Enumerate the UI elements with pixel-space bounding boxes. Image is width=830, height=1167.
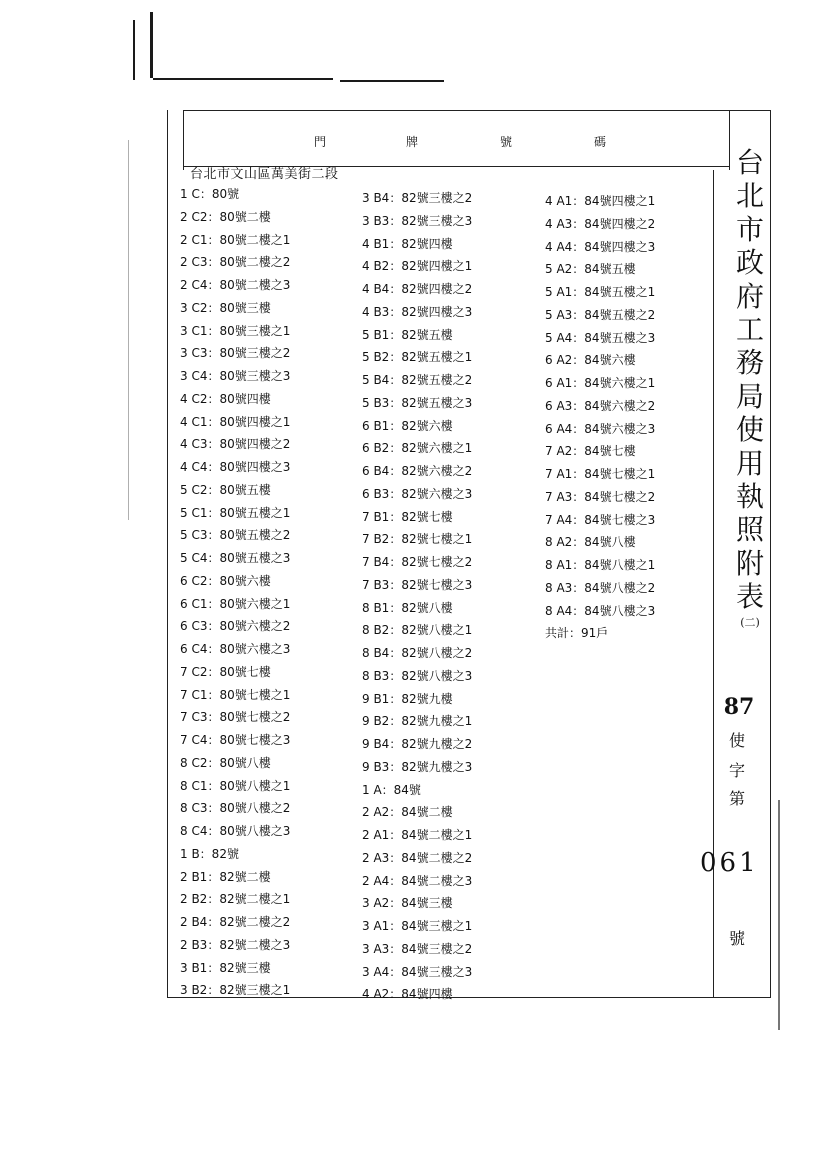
address-entry: 4 A3：84號四樓之2 xyxy=(545,216,656,231)
address-entry: 9 B3：82號九樓之3 xyxy=(362,759,473,774)
scan-artifact xyxy=(128,140,129,520)
scan-artifact xyxy=(150,12,153,78)
address-entry: 7 A2：84號七樓 xyxy=(545,444,636,459)
address-entry: 4 C4：80號四樓之3 xyxy=(180,460,291,474)
address-entry: 6 C1：80號六樓之1 xyxy=(180,596,291,611)
address-entry: 7 A1：84號七樓之1 xyxy=(545,467,656,481)
permit-year: 87 xyxy=(723,694,755,720)
address-entry: 8 C1：80號八樓之1 xyxy=(180,778,291,793)
scan-artifact xyxy=(778,800,780,1030)
address-entry: 8 B2：82號八樓之1 xyxy=(362,623,473,638)
address-entry: 5 A2：84號五樓 xyxy=(545,262,636,277)
address-entry: 7 C3：80號七樓之2 xyxy=(180,710,291,725)
address-entry: 7 C4：80號七樓之3 xyxy=(180,733,291,747)
address-entry: 3 A4：84號三樓之3 xyxy=(362,964,473,979)
address-entry: 3 C4：80號三樓之3 xyxy=(180,369,291,383)
address-entry: 2 A2：84號二樓 xyxy=(362,805,453,820)
permit-number: 061 xyxy=(700,848,759,878)
address-entry: 6 B2：82號六樓之1 xyxy=(362,441,473,456)
address-entry: 7 B1：82號七樓 xyxy=(362,509,453,524)
address-entry: 2 B1：82號二樓 xyxy=(180,869,271,884)
address-entry: 6 A1：84號六樓之1 xyxy=(545,376,656,390)
address-entry: 共計：91戶 xyxy=(545,626,609,641)
address-entry: 6 C3：80號六樓之2 xyxy=(180,619,291,634)
address-entry: 6 A3：84號六樓之2 xyxy=(545,398,656,413)
address-entry: 9 B2：82號九樓之1 xyxy=(362,714,473,729)
scan-artifact xyxy=(340,80,444,82)
address-entry: 5 C1：80號五樓之1 xyxy=(180,505,291,520)
address-entry: 3 A1：84號三樓之1 xyxy=(362,919,473,933)
side-title-char: 政 xyxy=(735,246,764,280)
address-entry: 8 A4：84號八樓之3 xyxy=(545,603,656,618)
address-entry: 2 A3：84號二樓之2 xyxy=(362,850,473,865)
address-entry: 4 B2：82號四樓之1 xyxy=(362,259,473,274)
address-entry: 2 A1：84號二樓之1 xyxy=(362,828,473,842)
address-column-1 xyxy=(180,183,290,1002)
address-entry: 7 B4：82號七樓之2 xyxy=(362,555,473,569)
address-entry: 7 A4：84號七樓之3 xyxy=(545,512,656,527)
header-char: 門 xyxy=(314,135,328,149)
address-entry: 4 B4：82號四樓之2 xyxy=(362,282,473,296)
address-entry: 4 A4：84號四樓之3 xyxy=(545,239,656,254)
side-title xyxy=(734,146,766,630)
address-entry: 8 B4：82號八樓之2 xyxy=(362,646,473,660)
address-entry: 8 B1：82號八樓 xyxy=(362,600,453,615)
address-entry: 3 C2：80號三樓 xyxy=(180,300,271,315)
side-title-char: 照 xyxy=(735,513,764,547)
address-entry: 8 A2：84號八樓 xyxy=(545,535,636,550)
scan-artifact xyxy=(133,20,135,80)
address-entry: 7 C2：80號七樓 xyxy=(180,664,271,679)
address-entry: 4 A2：84號四樓 xyxy=(362,987,453,1002)
address-entry: 6 B4：82號六樓之2 xyxy=(362,464,473,478)
address-entry: 2 B4：82號二樓之2 xyxy=(180,915,291,929)
address-entry: 3 B1：82號三樓 xyxy=(180,960,271,975)
address-entry: 2 C2：80號二樓 xyxy=(180,209,271,224)
side-title-char: 局 xyxy=(735,379,764,413)
address-entry: 6 C2：80號六樓 xyxy=(180,573,271,588)
address-entry: 8 C3：80號八樓之2 xyxy=(180,801,291,816)
address-entry: 1 B：82號 xyxy=(180,846,239,861)
address-entry: 5 C4：80號五樓之3 xyxy=(180,551,291,565)
table-divider-right xyxy=(770,110,771,998)
address-entry: 7 B2：82號七樓之1 xyxy=(362,532,473,547)
address-entry: 3 C3：80號三樓之2 xyxy=(180,346,291,361)
permit-char: 第 xyxy=(728,789,745,808)
side-title-char: 用 xyxy=(735,446,764,480)
address-entry: 3 B3：82號三樓之3 xyxy=(362,213,473,228)
permit-char: 字 xyxy=(728,761,745,780)
side-title-char: 務 xyxy=(735,346,764,380)
address-entry: 1 A：84號 xyxy=(362,782,421,797)
address-entry: 8 A1：84號八樓之1 xyxy=(545,558,656,572)
address-entry: 6 A4：84號六樓之3 xyxy=(545,421,656,436)
address-entry: 6 C4：80號六樓之3 xyxy=(180,642,291,656)
address-entry: 5 C3：80號五樓之2 xyxy=(180,528,291,543)
address-entry: 4 B3：82號四樓之3 xyxy=(362,304,473,319)
address-entry: 6 B3：82號六樓之3 xyxy=(362,486,473,501)
address-entry: 3 A2：84號三樓 xyxy=(362,896,453,911)
permit-suffix: 號 xyxy=(728,929,745,948)
address-column-2 xyxy=(362,187,472,1006)
address-entry: 8 A3：84號八樓之2 xyxy=(545,580,656,595)
address-entry: 2 A4：84號二樓之3 xyxy=(362,873,473,888)
address-entry: 3 C1：80號三樓之1 xyxy=(180,323,291,338)
side-title-char: 市 xyxy=(735,212,764,246)
table-divider-title xyxy=(729,110,730,170)
address-entry: 5 B1：82號五樓 xyxy=(362,327,453,342)
address-entry: 6 A2：84號六樓 xyxy=(545,353,636,368)
address-entry: 2 C4：80號二樓之3 xyxy=(180,278,291,292)
address-entry: 3 A3：84號三樓之2 xyxy=(362,941,473,956)
address-entry: 5 A4：84號五樓之3 xyxy=(545,330,656,345)
address-entry: 7 B3：82號七樓之3 xyxy=(362,577,473,592)
address-entry: 6 B1：82號六樓 xyxy=(362,418,453,433)
side-title-char: 附 xyxy=(735,546,764,580)
header-char: 碼 xyxy=(594,135,608,149)
address-column-3 xyxy=(545,190,655,645)
address-entry: 5 C2：80號五樓 xyxy=(180,482,271,497)
scan-artifact xyxy=(153,78,333,80)
side-title-char: 工 xyxy=(735,313,764,347)
address-entry: 7 A3：84號七樓之2 xyxy=(545,489,656,504)
address-entry: 8 C2：80號八樓 xyxy=(180,755,271,770)
address-entry: 5 A3：84號五樓之2 xyxy=(545,307,656,322)
address-entry: 9 B4：82號九樓之2 xyxy=(362,737,473,751)
address-entry: 7 C1：80號七樓之1 xyxy=(180,687,291,702)
district-label: 台北市文山區萬美街二段 xyxy=(190,167,339,182)
side-title-char: 表 xyxy=(735,580,764,614)
side-title-char: 府 xyxy=(735,279,764,313)
side-title-suffix: (二) xyxy=(740,615,760,629)
permit-char: 使 xyxy=(728,731,745,750)
header-char: 號 xyxy=(500,135,514,149)
address-entry: 2 B2：82號二樓之1 xyxy=(180,892,291,907)
address-entry: 3 B2：82號三樓之1 xyxy=(180,983,291,998)
address-entry: 4 C1：80號四樓之1 xyxy=(180,414,291,429)
address-entry: 4 C2：80號四樓 xyxy=(180,391,271,406)
side-title-char: 北 xyxy=(735,179,764,213)
address-entry: 2 C3：80號二樓之2 xyxy=(180,255,291,270)
address-entry: 5 B4：82號五樓之2 xyxy=(362,373,473,387)
address-entry: 5 B2：82號五樓之1 xyxy=(362,350,473,365)
address-entry: 9 B1：82號九樓 xyxy=(362,691,453,706)
address-entry: 3 B4：82號三樓之2 xyxy=(362,191,473,205)
address-entry: 4 A1：84號四樓之1 xyxy=(545,194,656,208)
address-entry: 1 C：80號 xyxy=(180,187,240,201)
address-entry: 2 C1：80號二樓之1 xyxy=(180,232,291,247)
table-header xyxy=(183,111,729,167)
address-entry: 4 C3：80號四樓之2 xyxy=(180,437,291,452)
address-entry: 5 B3：82號五樓之3 xyxy=(362,395,473,410)
address-entry: 8 B3：82號八樓之3 xyxy=(362,668,473,683)
side-title-char: 執 xyxy=(735,480,764,514)
address-entry: 8 C4：80號八樓之3 xyxy=(180,824,291,838)
address-entry: 4 B1：82號四樓 xyxy=(362,236,453,251)
address-entry: 5 A1：84號五樓之1 xyxy=(545,285,656,299)
address-entry: 2 B3：82號二樓之3 xyxy=(180,937,291,952)
header-char: 牌 xyxy=(406,135,420,149)
side-title-char: 使 xyxy=(735,413,764,447)
side-title-char: 台 xyxy=(735,146,764,179)
